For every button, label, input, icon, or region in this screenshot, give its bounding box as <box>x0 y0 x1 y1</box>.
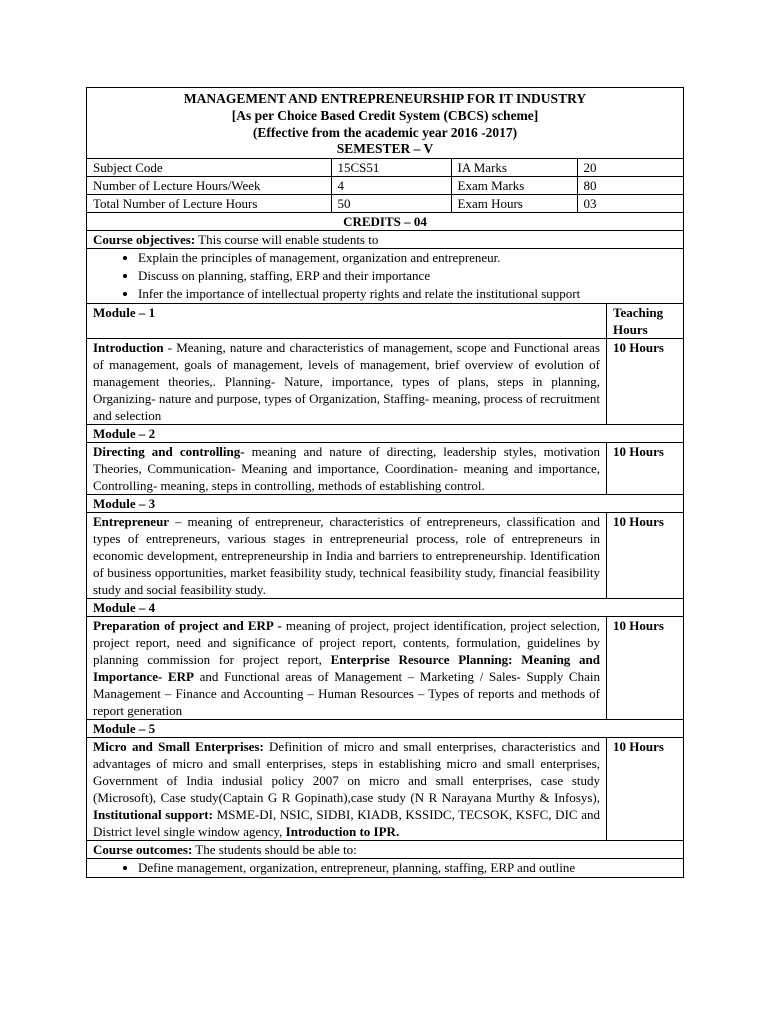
objective-item: • Discuss on planning, staffing, ERP and their importance <box>138 267 677 285</box>
module-topic-bold: Introduction <box>93 340 164 356</box>
detail-value: 15CS51 <box>331 159 451 177</box>
course-outcomes-cell <box>87 859 684 878</box>
module-heading: Module – 5 <box>87 720 684 738</box>
module-hours: 10 Hours <box>607 339 684 425</box>
module-topic-text: - Meaning, nature and characteristics of management, scope and Functional areas of management, goals of management, levels of management, brief overview of evolution of management theories,. Planning- Nature, importance, types of plans, steps in planning, Organizing- nature and purpose, types of Organization, Staffing- meaning, process of recruitment and selection <box>93 340 600 424</box>
detail-label: Exam Hours <box>451 195 577 213</box>
module-hours: 10 Hours <box>607 513 684 599</box>
objective-item: • Explain the principles of management, organization and entrepreneur. <box>138 249 677 267</box>
detail-label: IA Marks <box>451 159 577 177</box>
scheme-line: [As per Choice Based Credit System (CBCS) scheme] <box>231 107 539 123</box>
objectives-list <box>93 249 677 303</box>
module-topic-text: meaning of project, project identification, project selection, project report, need and significance of project report, contents, formulation, guidelines by planning commission for project report, <box>93 618 601 668</box>
course-outcomes-intro: The students should be able to: <box>192 842 357 858</box>
module-topic-bold: Directing and controlling- <box>93 444 245 460</box>
teaching-hours-heading: Teaching Hours <box>607 304 684 339</box>
module-content <box>87 738 607 841</box>
detail-label: Number of Lecture Hours/Week <box>87 177 331 195</box>
module-topic-text: – meaning of entrepreneur, characteristics of entrepreneurs, classification and types of entrepreneurs, various stages in entrepreneurial process, role of entrepreneurs in economic development, entrepreneurship in India and barriers to entrepreneurship. Identification of business opportunities, market feasibility study, technical feasibility study, financial feasibility study and social feasibility study. <box>93 514 600 598</box>
detail-value: 4 <box>331 177 451 195</box>
module-topic-bold: Institutional support: <box>93 807 213 823</box>
module-topic-text: meaning and nature of directing, leadership styles, motivation Theories, Communication- Meaning and importance, Coordination- meaning and importance, Controlling- meaning, steps in controlling, methods of establishing control. <box>93 444 600 494</box>
effective-line: (Effective from the academic year 2016 -2017) <box>252 124 518 140</box>
module-topic-bold: Entrepreneur <box>93 514 170 530</box>
syllabus-table <box>86 87 684 878</box>
module-topic-text: and Functional areas of Management – Marketing / Sales- Supply Chain Management – Finance and Accounting – Human Resources – Types of reports and methods of report generation <box>93 669 600 719</box>
subject-details-table <box>87 159 684 212</box>
details-row <box>87 195 684 213</box>
syllabus-document <box>86 87 683 878</box>
course-objectives-label: Course objectives: <box>93 232 196 248</box>
module-hours: 10 Hours <box>607 617 684 720</box>
course-title: MANAGEMENT AND ENTREPRENEURSHIP FOR IT INDUSTRY <box>183 91 587 106</box>
outcome-item: • Define management, organization, entrepreneur, planning, staffing, ERP and outline <box>138 859 677 877</box>
credits-heading: CREDITS – 04 <box>87 213 684 231</box>
module-topic-text: Definition of micro and small enterprises, characteristics and advantages of micro and small enterprises, steps in establishing micro and small enterprises, Government of India indusial policy 2007 on micro and small enterprises, case study (Microsoft), Case study(Captain G R Gopinath),case study (N R Narayana Murthy & Infosys), <box>93 739 601 806</box>
module-hours: 10 Hours <box>607 738 684 841</box>
module-heading: Module – 3 <box>87 495 684 513</box>
course-outcomes-label: Course outcomes: <box>93 842 193 858</box>
module-topic-bold: Micro and Small Enterprises: <box>93 739 264 755</box>
syllabus-header <box>87 88 684 159</box>
module-hours: 10 Hours <box>607 443 684 495</box>
module-topic-text: MSME-DI, NSIC, SIDBI, KIADB, KSSIDC, TECSOK, KSFC, DIC and District level single window agency, <box>93 807 601 840</box>
module-content <box>87 513 607 599</box>
course-objectives-intro: This course will enable students to <box>195 232 379 248</box>
detail-value: 03 <box>583 196 597 212</box>
module-content <box>87 339 607 425</box>
detail-value: 20 <box>577 159 684 177</box>
details-row <box>87 177 684 195</box>
module-heading: Module – 1 <box>87 304 607 339</box>
details-row <box>87 159 684 177</box>
objective-item: • Infer the importance of intellectual property rights and relate the institutional support <box>138 285 677 303</box>
detail-label: Total Number of Lecture Hours <box>87 195 331 213</box>
details-cell <box>87 159 684 213</box>
module-heading: Module – 2 <box>87 425 684 443</box>
module-topic-bold: Introduction to IPR. <box>285 824 400 840</box>
module-content <box>87 617 607 720</box>
detail-value: 80 <box>577 177 684 195</box>
detail-value: 50 <box>331 195 451 213</box>
course-objectives-label-cell <box>87 231 684 249</box>
module-content <box>87 443 607 495</box>
module-topic-bold: Preparation of project and ERP - <box>93 618 282 634</box>
semester-line: SEMESTER – V <box>336 141 434 157</box>
course-outcomes-label-cell <box>87 841 684 859</box>
course-objectives-cell <box>87 249 684 304</box>
module-heading: Module – 4 <box>87 599 684 617</box>
detail-label: Exam Marks <box>451 177 577 195</box>
module-topic-bold: Enterprise Resource Planning: Meaning and Importance- ERP <box>93 652 600 685</box>
outcomes-list <box>93 859 677 877</box>
detail-label: Subject Code <box>87 159 331 177</box>
